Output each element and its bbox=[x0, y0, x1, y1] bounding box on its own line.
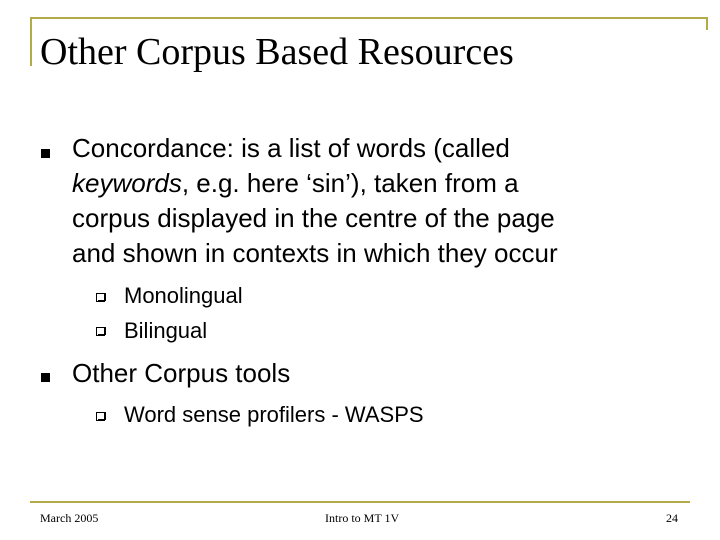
sub-bullet-wasps: Word sense profilers - WASPS bbox=[124, 402, 424, 427]
bullet-2-line-1 bbox=[72, 358, 290, 389]
bullet-1-line-3-text: corpus displayed in the centre of the page bbox=[72, 203, 555, 233]
title-frame-left bbox=[30, 18, 32, 66]
sub-bullet-box-icon bbox=[96, 293, 105, 302]
bullet-square-icon bbox=[41, 149, 50, 158]
slide-title: Other Corpus Based Resources bbox=[40, 31, 514, 73]
bullet-1-line-2-text: , e.g. here ‘sin’), taken from a bbox=[181, 168, 519, 198]
bullet-1-line-1-text: Concordance: is a list of words (called bbox=[72, 133, 510, 163]
bullet-1-line-4-text: and shown in contexts in which they occur bbox=[72, 238, 558, 268]
sub-bullet-monolingual: Monolingual bbox=[124, 283, 243, 308]
bullet-1-line-1 bbox=[72, 133, 510, 164]
footer-rule bbox=[30, 501, 690, 503]
sub-bullet-box-icon bbox=[96, 327, 105, 336]
keyword-term: keywords bbox=[72, 168, 182, 198]
title-frame-top bbox=[30, 17, 708, 19]
bullet-1-line-4 bbox=[72, 238, 558, 269]
bullet-1-line-2 bbox=[72, 168, 519, 199]
bullet-2-line-1-text: Other Corpus tools bbox=[72, 358, 291, 388]
footer-center: Intro to MT 1V bbox=[325, 511, 400, 525]
sub-bullet-bilingual: Bilingual bbox=[124, 318, 208, 343]
sub-bullet-box-icon bbox=[96, 412, 105, 421]
bullet-1-line-3 bbox=[72, 203, 555, 234]
footer-page-number: 24 bbox=[666, 511, 678, 525]
bullet-square-icon bbox=[41, 373, 50, 382]
footer-date: March 2005 bbox=[40, 511, 99, 525]
title-frame-right bbox=[706, 17, 708, 30]
